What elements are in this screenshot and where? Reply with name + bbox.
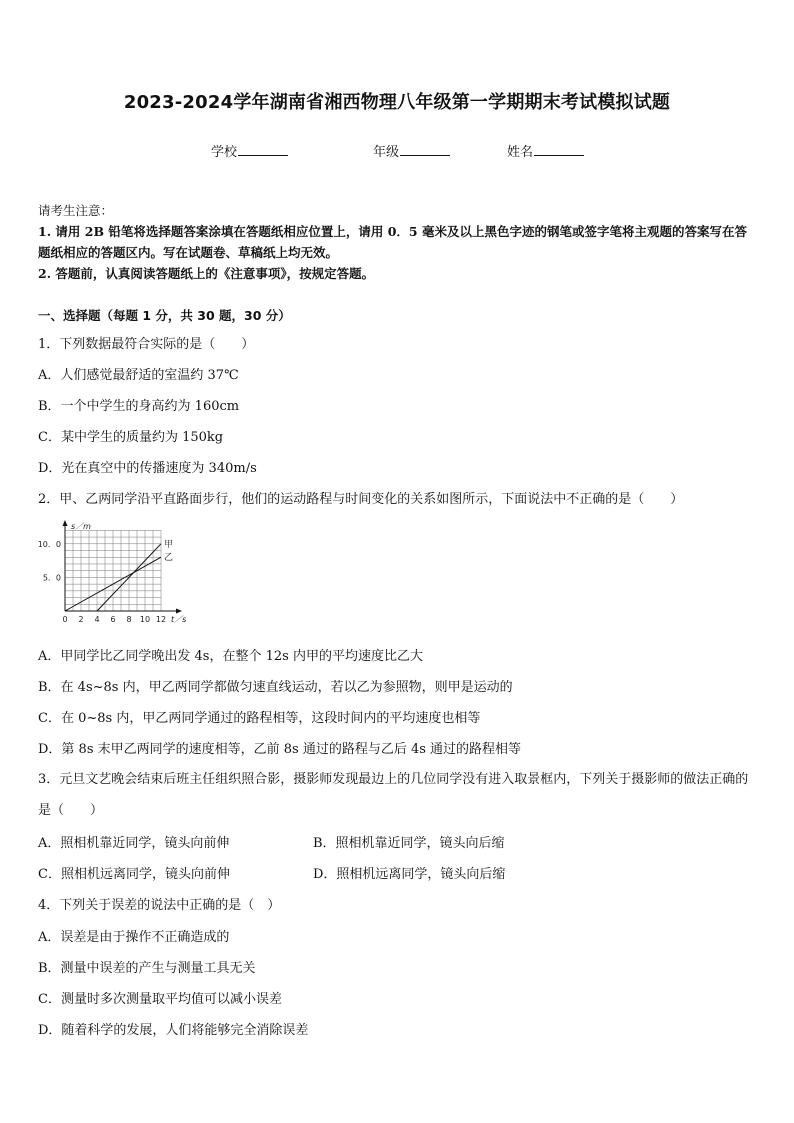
question-2-option-b[interactable]: B．在 4s~8s 内，甲乙两同学都做匀速直线运动，若以乙为参照物，则甲是运动的 (38, 680, 513, 695)
section-title: 一、选择题（每题 1 分，共 30 题，30 分） (38, 308, 291, 323)
question-1-option-b[interactable]: B．一个中学生的身高约为 160cm (38, 399, 240, 414)
name-field[interactable] (507, 141, 584, 160)
y-axis-label: s／m (71, 522, 91, 531)
question-2-stem: 2．甲、乙两同学沿平直路面步行，他们的运动路程与时间变化的关系如图所示，下面说法中不正确的是（ ） (38, 492, 684, 507)
y-tick-label: 10．0 (38, 539, 61, 549)
question-1-option-c[interactable]: C．某中学生的质量约为 150kg (38, 430, 224, 445)
question-4-option-c[interactable]: C．测量时多次测量取平均值可以减小误差 (38, 992, 282, 1007)
notice-item-2: 2. 答题前，认真阅读答题纸上的《注意事项》，按规定答题。 (38, 266, 375, 281)
x-tick-label: 4 (94, 615, 100, 624)
x-axis-arrow (176, 609, 182, 614)
x-axis-label: t／s (171, 615, 187, 624)
graph-grid (65, 530, 161, 611)
school-field[interactable] (211, 141, 288, 160)
notice-item-1: 1. 请用 2B 铅笔将选择题答案涂填在答题纸相应位置上，请用 0．5 毫米及以上黑色字迹的钢笔或签字笔将主观题的答案写在答题纸相应的答题区内。写在试题卷、草稿纸上均无效。 (38, 224, 747, 260)
question-4-option-d[interactable]: D．随着科学的发展，人们将能够完全消除误差 (38, 1023, 309, 1038)
series-label-yi: 乙 (164, 553, 174, 564)
question-2-option-a[interactable]: A．甲同学比乙同学晚出发 4s，在整个 12s 内甲的平均速度比乙大 (38, 649, 423, 664)
x-tick-label: 2 (78, 615, 84, 624)
question-3-option-d[interactable]: D．照相机远离同学，镜头向后缩 (313, 867, 506, 882)
distance-time-graph (38, 518, 208, 630)
y-tick-label: 5．0 (42, 573, 61, 583)
question-2-option-d[interactable]: D．第 8s 末甲乙两同学的速度相等，乙前 8s 通过的路程与乙后 4s 通过的路程相等 (38, 742, 522, 757)
school-label: 学校 (211, 145, 238, 160)
question-3-option-b[interactable]: B．照相机靠近同学，镜头向后缩 (313, 836, 505, 851)
question-2-option-c[interactable]: C．在 0~8s 内，甲乙两同学通过的路程相等，这段时间内的平均速度也相等 (38, 711, 481, 726)
name-label: 姓名 (507, 145, 534, 160)
notice-heading: 请考生注意： (38, 203, 114, 218)
x-tick-label: 0 (62, 615, 68, 624)
y-axis-arrow (63, 520, 68, 526)
question-1-option-d[interactable]: D．光在真空中的传播速度为 340m/s (38, 461, 257, 476)
exam-notice (38, 200, 758, 284)
question-3-stem: 3．元旦文艺晚会结束后班主任组织照合影，摄影师发现最边上的几位同学没有进入取景框内，下列关于摄影师的做法正确的是（ ） (38, 772, 749, 818)
question-1-option-a[interactable]: A．人们感觉最舒适的室温约 37℃ (38, 368, 239, 383)
name-blank[interactable] (534, 143, 584, 156)
question-1-stem: 1．下列数据最符合实际的是（ ） (38, 337, 255, 352)
grade-blank[interactable] (400, 143, 450, 156)
question-3-option-c[interactable]: C．照相机远离同学，镜头向前伸 (38, 867, 230, 882)
question-4-option-a[interactable]: A．误差是由于操作不正确造成的 (38, 930, 230, 945)
question-4-stem: 4．下列关于误差的说法中正确的是（ ） (38, 898, 281, 913)
question-3-option-a[interactable]: A．照相机靠近同学，镜头向前伸 (38, 836, 230, 851)
grade-label: 年级 (373, 145, 400, 160)
x-tick-label: 8 (126, 615, 132, 624)
series-label-jia: 甲 (164, 539, 174, 550)
x-tick-label: 12 (155, 615, 167, 624)
page-title: 2023-2024学年湖南省湘西物理八年级第一学期期末考试模拟试题 (123, 92, 671, 113)
x-tick-label: 10 (139, 615, 151, 624)
x-tick-label: 6 (110, 615, 116, 624)
grade-field[interactable] (373, 141, 450, 160)
school-blank[interactable] (238, 143, 288, 156)
question-4-option-b[interactable]: B．测量中误差的产生与测量工具无关 (38, 961, 256, 976)
